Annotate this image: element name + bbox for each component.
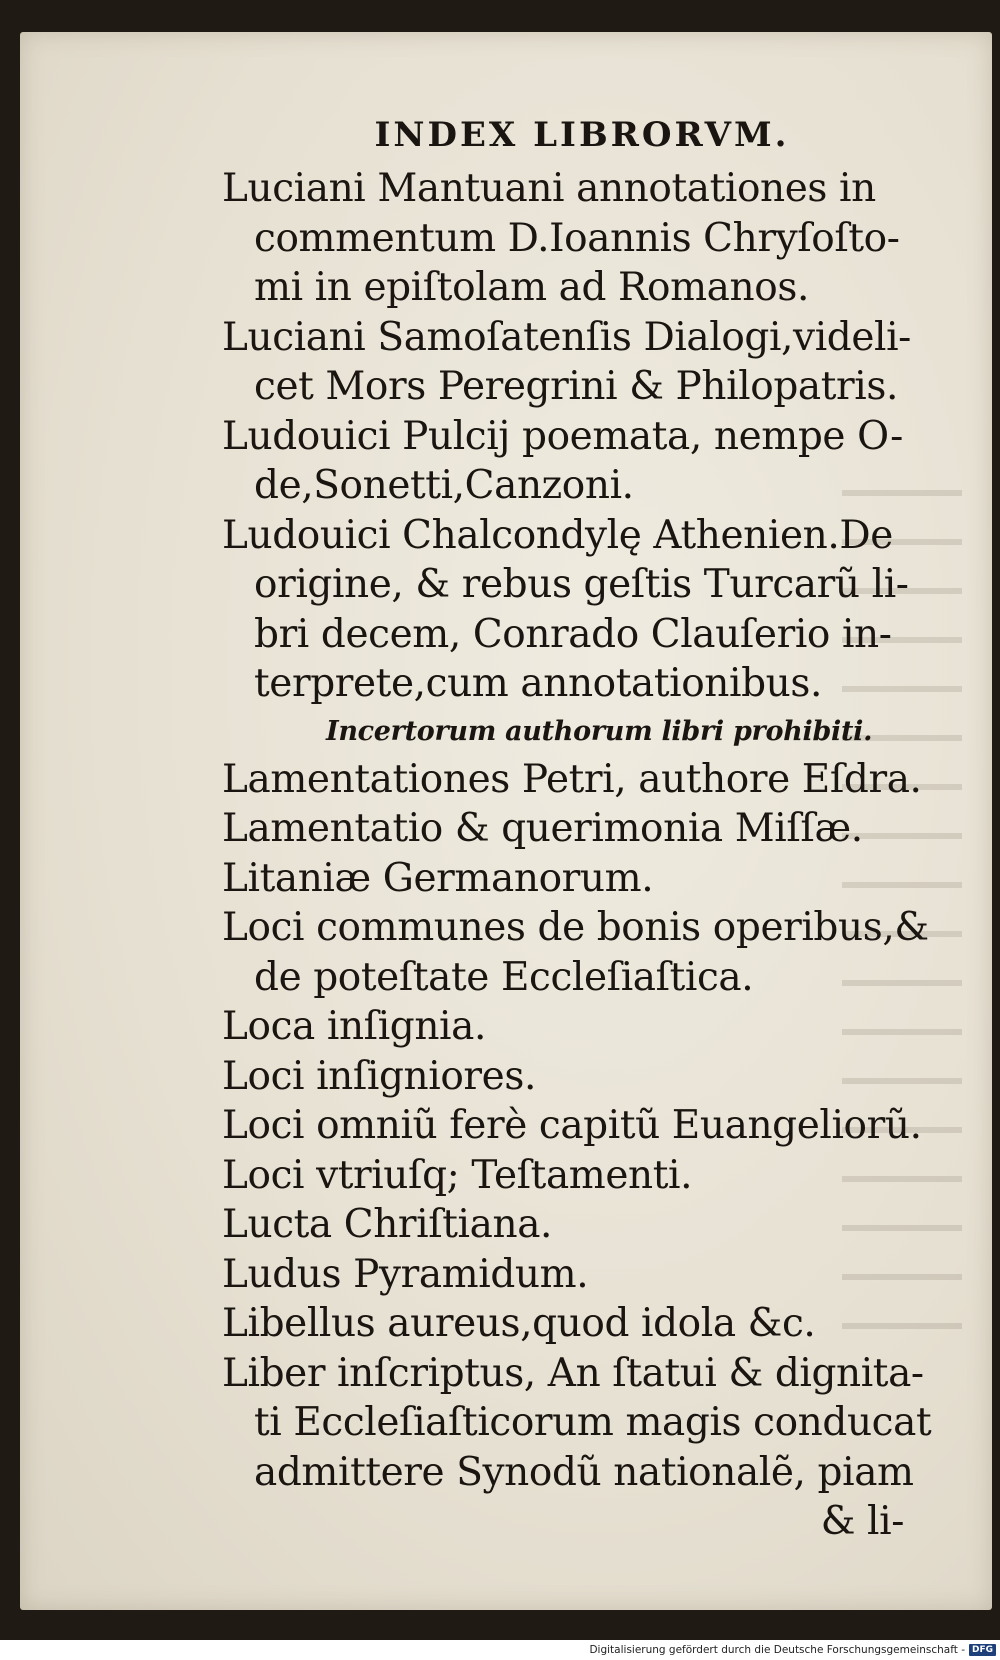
index-entry	[222, 1299, 942, 1349]
text-block	[222, 112, 942, 1547]
entry-continuation-line: de poteſtate Eccleſiaſtica.	[254, 954, 754, 1000]
entry-first-line: Ludouici Pulcij poemata, nempe O-	[222, 413, 903, 459]
entry-first-line: Lucta Chriſtiana.	[222, 1202, 553, 1247]
footer-text: Digitalisierung gefördert durch die Deutsche Forschungsgemeinschaft -	[589, 1644, 965, 1656]
entry-continuation-line: bri decem, Conrado Clauſerio in-	[254, 611, 892, 657]
index-entry	[222, 164, 942, 313]
catchword: & li-	[820, 1499, 904, 1544]
index-entry	[222, 313, 942, 412]
entry-first-line: Luciani Samoſatenſis Dialogi,videli-	[222, 314, 911, 360]
dfg-logo: DFG	[969, 1644, 996, 1656]
entry-continuation-line: commentum D.Ioannis Chryſoſto-	[254, 215, 900, 261]
entry-first-line: Lamentatio & querimonia Miſſæ.	[222, 806, 863, 851]
index-entry	[222, 1052, 942, 1102]
entry-continuation-line: cet Mors Peregrini & Philopatris.	[254, 364, 898, 409]
entry-first-line: Ludus Pyramidum.	[222, 1251, 589, 1297]
entries-group-b	[222, 755, 942, 1498]
entry-first-line: Loci inſigniores.	[222, 1053, 536, 1099]
entry-first-line: Luciani Mantuani annotationes in	[222, 166, 876, 211]
entry-continuation-line: terprete,cum annotationibus.	[254, 661, 822, 706]
entry-continuation-line: de,Sonetti,Canzoni.	[254, 463, 634, 508]
entry-first-line: Loci omniũ ferè capitũ Euangeliorũ.	[222, 1103, 922, 1148]
section-heading: Incertorum authorum libri prohibiti.	[326, 715, 873, 747]
index-entry	[222, 804, 942, 854]
index-entry	[222, 412, 942, 511]
index-entry	[222, 903, 942, 1002]
index-entry	[222, 1002, 942, 1052]
entry-continuation-line: admittere Synodũ nationalẽ, piam	[254, 1449, 914, 1495]
entry-first-line: Loci communes de bonis operibus,&	[222, 905, 929, 950]
digitization-footer	[0, 1640, 1000, 1660]
entry-first-line: Libellus aureus,quod idola &c.	[222, 1301, 816, 1346]
index-entry	[222, 511, 942, 709]
index-entry	[222, 1250, 942, 1300]
index-entry	[222, 1151, 942, 1201]
entry-first-line: Lamentationes Petri, authore Eſdra.	[222, 756, 922, 802]
entry-first-line: Litaniæ Germanorum.	[222, 855, 654, 901]
index-entry	[222, 1200, 942, 1250]
entry-continuation-line: ti Eccleſiaſticorum magis conducat	[254, 1400, 932, 1445]
running-head: INDEX LIBRORVM.	[374, 115, 790, 155]
entry-first-line: Loci vtriuſq; Teſtamenti.	[222, 1152, 693, 1198]
index-entry	[222, 1101, 942, 1151]
entry-continuation-line: mi in epiſtolam ad Romanos.	[254, 265, 809, 310]
entry-first-line: Ludouici Chalcondylę Athenien.De	[222, 512, 893, 558]
entry-continuation-line: origine, & rebus geſtis Turcarũ li-	[254, 562, 909, 607]
entry-first-line: Liber inſcriptus, An ſtatui & dignita-	[222, 1350, 924, 1396]
entries-group-a	[222, 164, 942, 709]
index-entry	[222, 854, 942, 904]
index-entry	[222, 755, 942, 805]
index-entry	[222, 1349, 942, 1498]
entry-first-line: Loca inſignia.	[222, 1004, 486, 1049]
